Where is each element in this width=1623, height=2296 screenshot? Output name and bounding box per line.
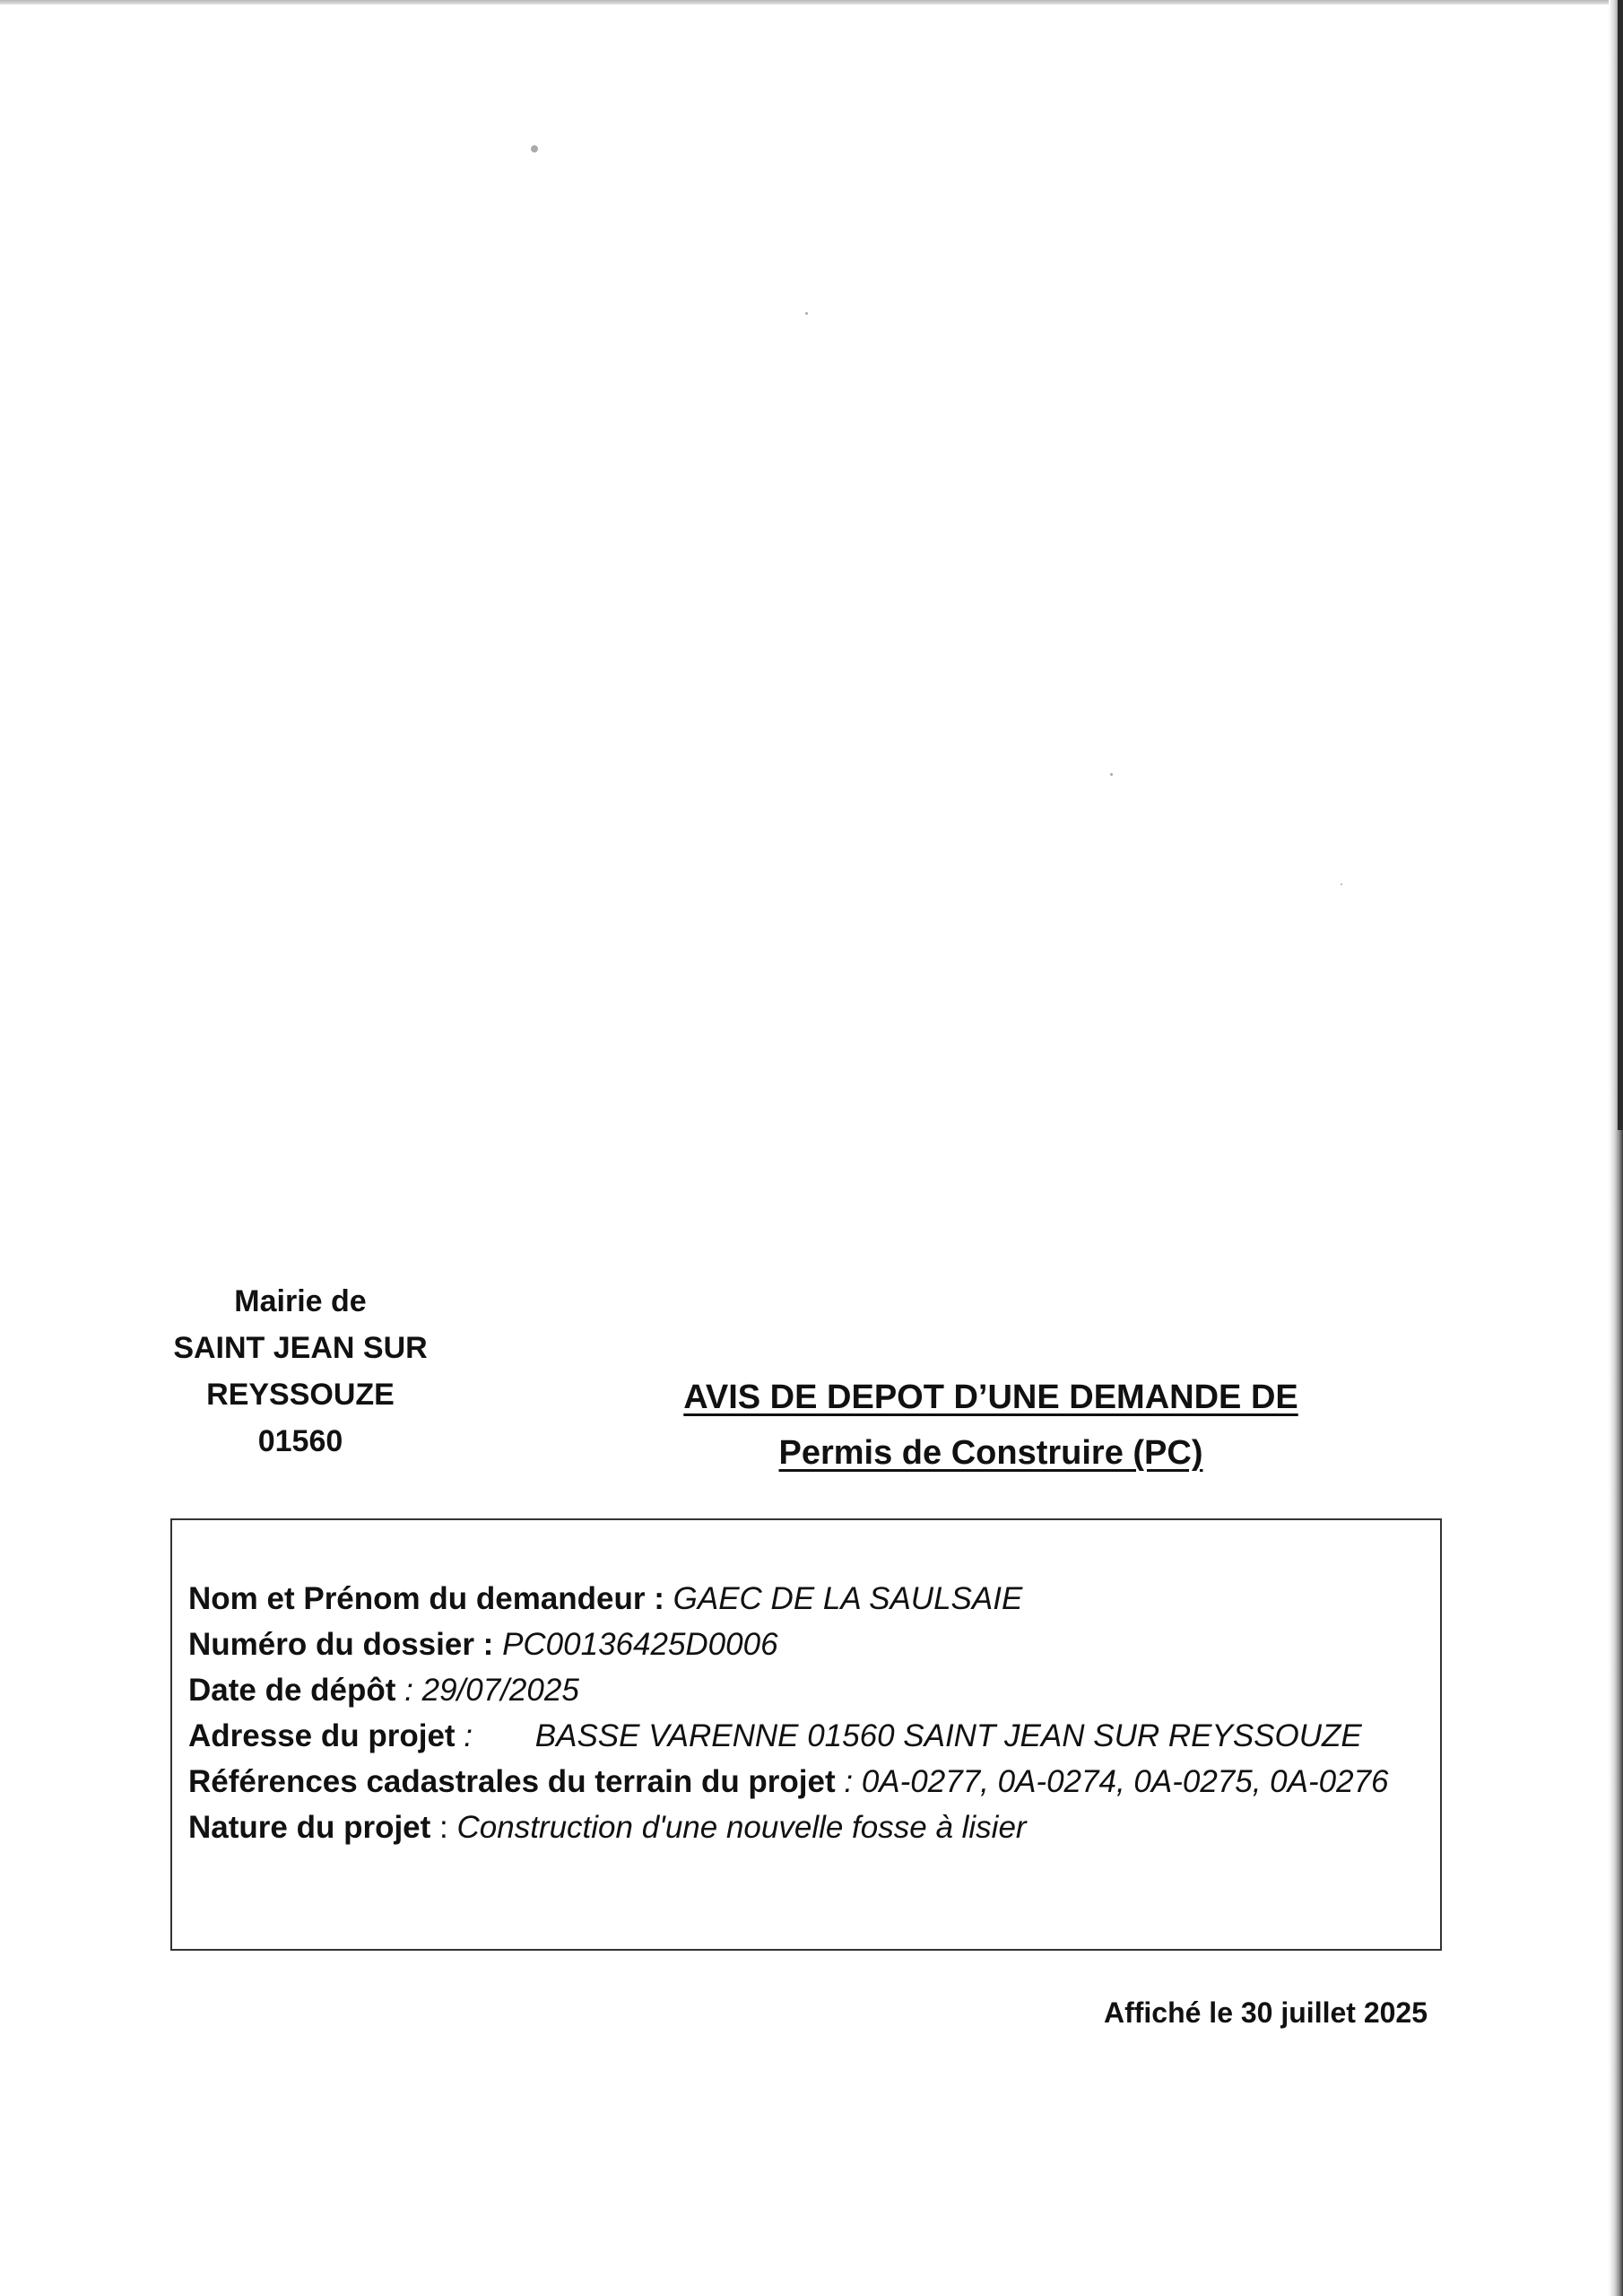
notice-title xyxy=(556,1370,1426,1481)
adresse-row xyxy=(188,1713,1426,1759)
page-top-edge xyxy=(0,0,1612,4)
dossier-label: Numéro du dossier : xyxy=(188,1627,503,1662)
demandeur-row xyxy=(188,1576,1426,1622)
mairie-line: Mairie de xyxy=(234,1284,367,1318)
application-details xyxy=(188,1576,1426,1850)
demandeur-value: GAEC DE LA SAULSAIE xyxy=(673,1581,1023,1616)
dossier-value: PC00136425D0006 xyxy=(502,1627,778,1662)
adresse-value: BASSE VARENNE 01560 SAINT JEAN SUR REYSSOUZE xyxy=(534,1718,1362,1753)
dossier-row xyxy=(188,1622,1426,1667)
mairie-line: 01560 xyxy=(257,1424,343,1458)
nature-value: Construction d'une nouvelle fosse à lisier xyxy=(456,1810,1027,1845)
demandeur-label: Nom et Prénom du demandeur : xyxy=(188,1581,673,1616)
page-right-edge-dark xyxy=(1618,0,1623,1130)
nature-row xyxy=(188,1805,1426,1850)
scan-speck xyxy=(1341,883,1342,885)
application-details-box xyxy=(170,1518,1442,1951)
cadastre-label: Références cadastrales du terrain du projet xyxy=(188,1764,836,1799)
scan-speck xyxy=(1110,773,1113,776)
date-depot-value: 29/07/2025 xyxy=(421,1673,579,1708)
date-depot-separator: : xyxy=(395,1673,422,1708)
scan-speck xyxy=(531,145,538,152)
adresse-separator: : xyxy=(455,1718,482,1753)
posting-date: Affiché le 30 juillet 2025 xyxy=(1103,1996,1428,2029)
date-depot-row xyxy=(188,1667,1426,1713)
cadastre-separator: : xyxy=(835,1764,862,1799)
scan-speck xyxy=(805,312,808,315)
nature-label: Nature du projet xyxy=(188,1810,431,1845)
cadastre-row xyxy=(188,1759,1426,1805)
mairie-line: REYSSOUZE xyxy=(206,1378,395,1412)
cadastre-value: 0A-0277, 0A-0274, 0A-0275, 0A-0276 xyxy=(861,1764,1389,1799)
date-depot-label: Date de dépôt xyxy=(188,1673,396,1708)
title-line-2: Permis de Construire (PC) xyxy=(778,1434,1203,1472)
mairie-header xyxy=(152,1278,448,1465)
mairie-line: SAINT JEAN SUR xyxy=(173,1331,428,1365)
adresse-label: Adresse du projet xyxy=(188,1718,456,1753)
nature-separator: : xyxy=(430,1810,457,1845)
title-line-1: AVIS DE DEPOT D’UNE DEMANDE DE xyxy=(683,1378,1298,1416)
